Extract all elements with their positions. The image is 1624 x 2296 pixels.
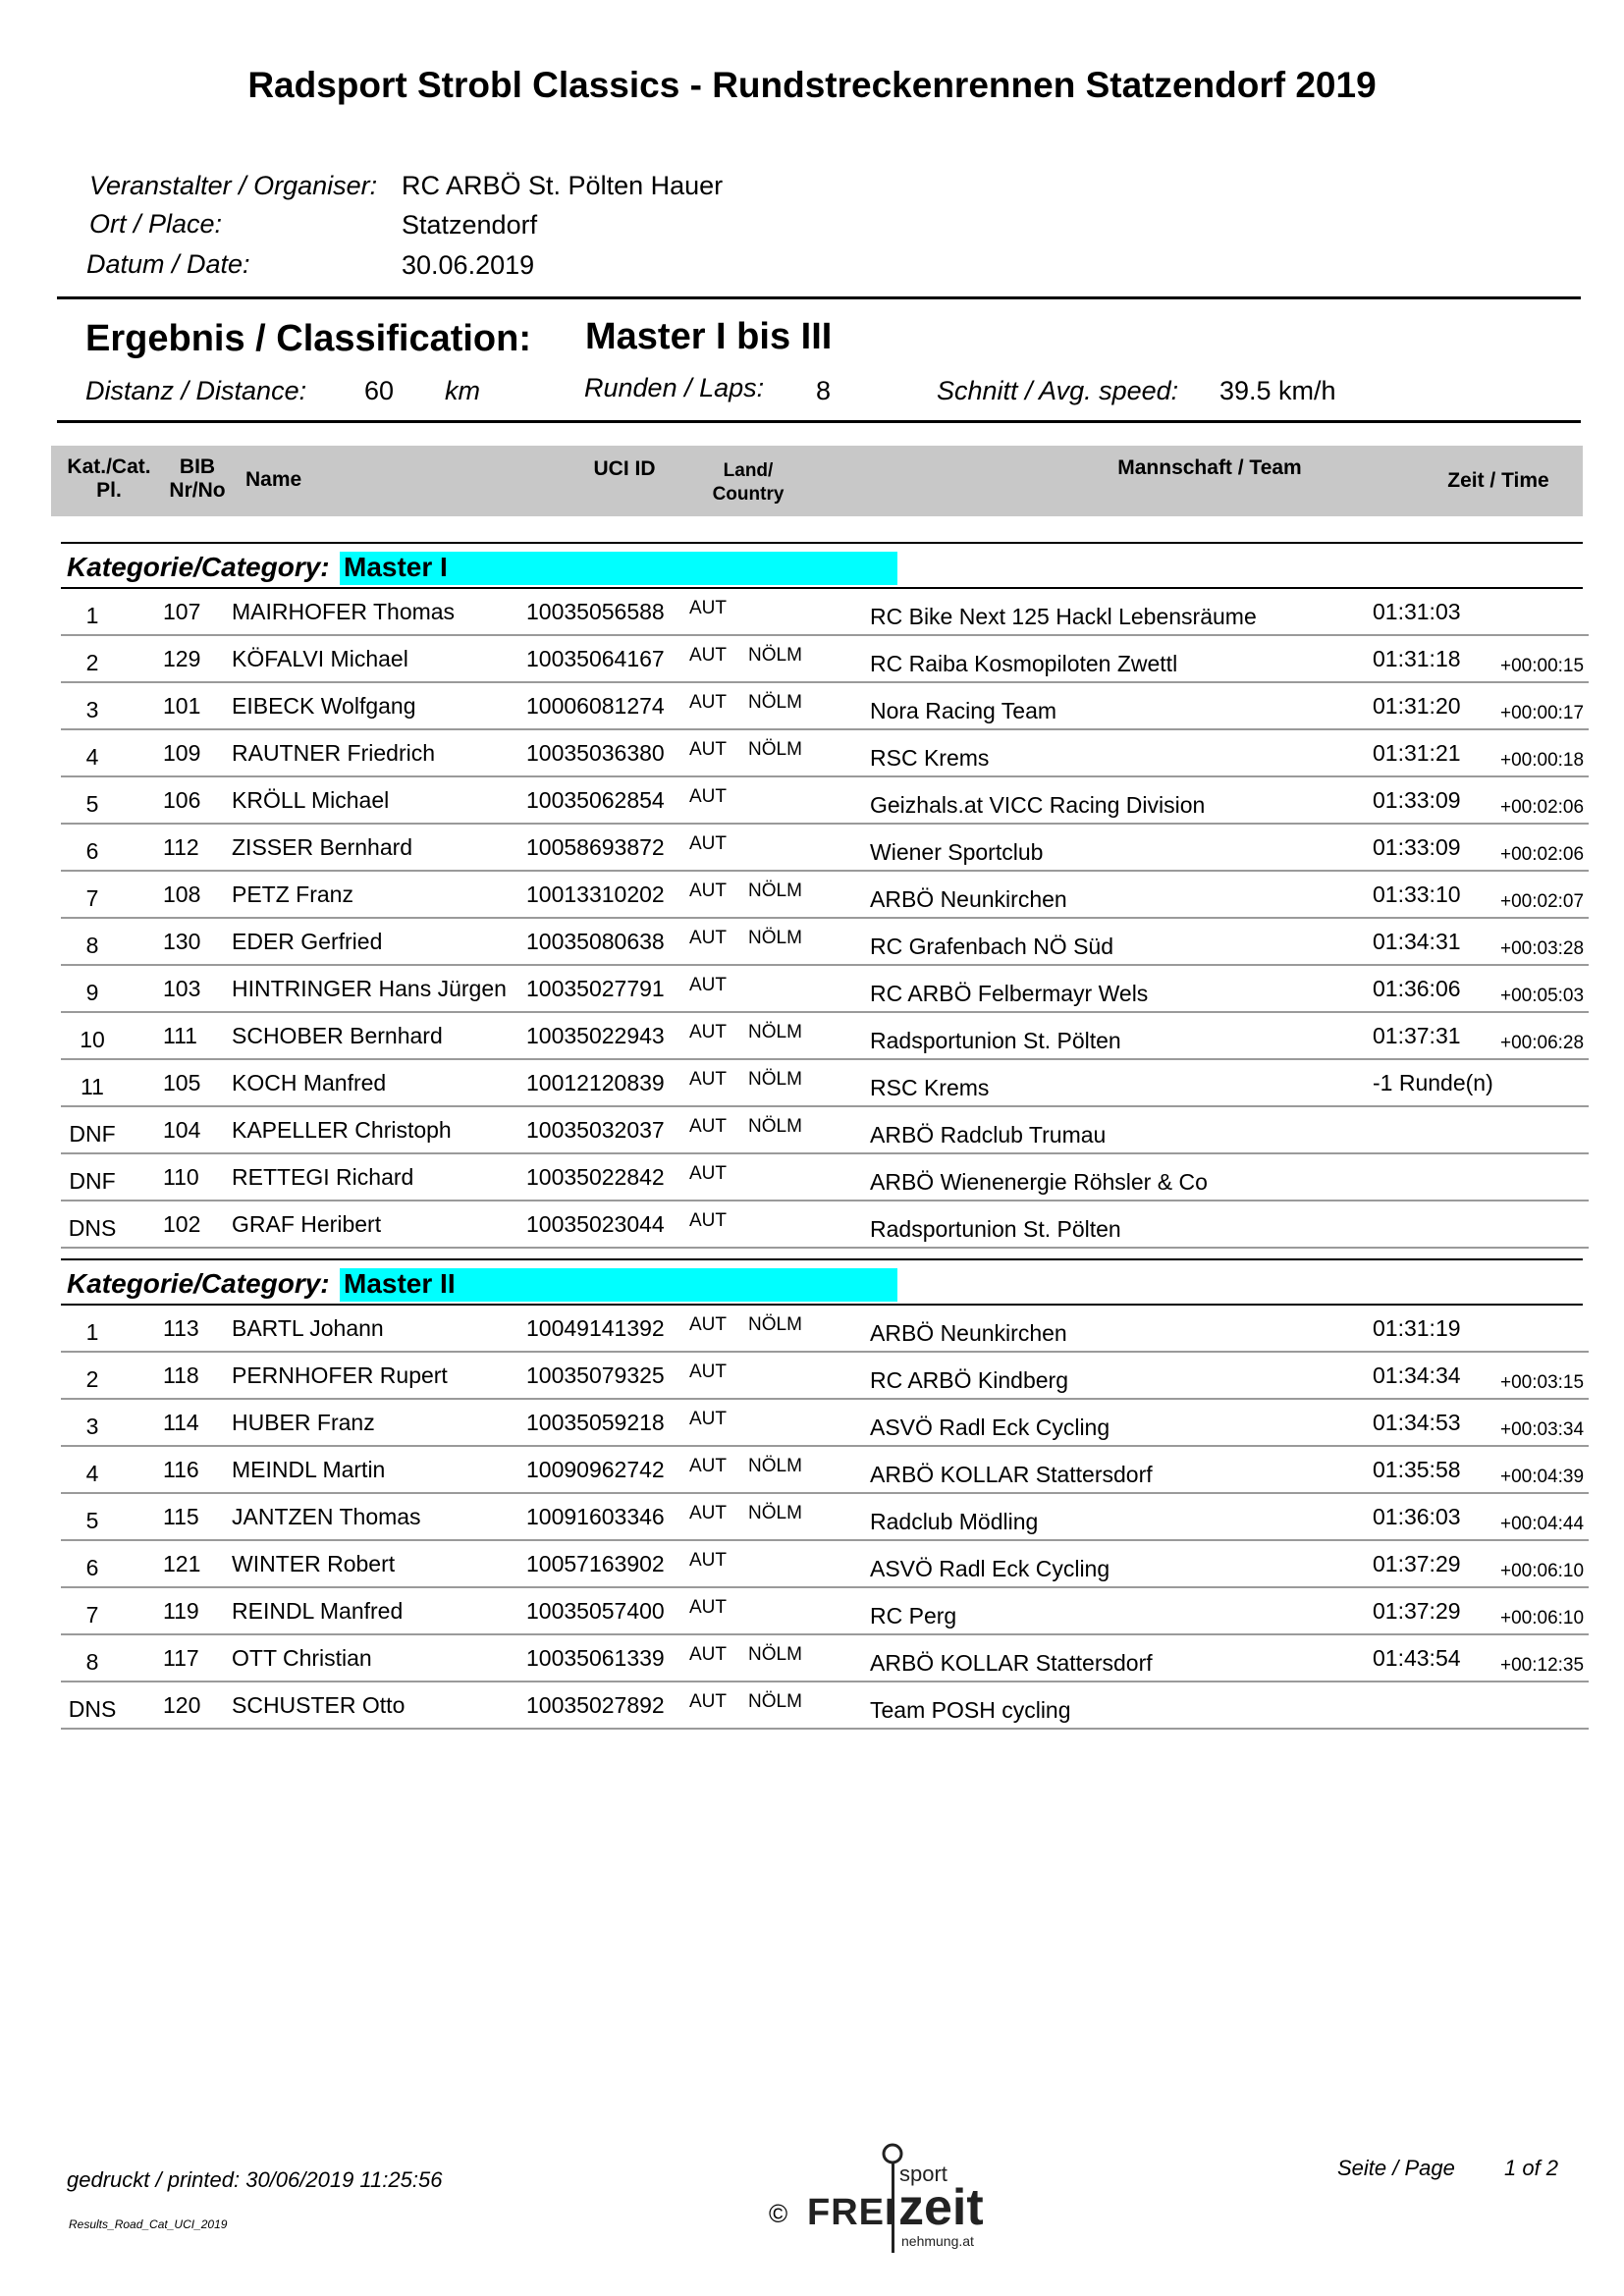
results-table-master-1 — [61, 589, 1589, 1249]
uci-id-cell: 10035062854 — [526, 787, 665, 813]
team-cell: Geizhals.at VICC Racing Division — [870, 792, 1206, 818]
place-cell: 7 — [85, 885, 99, 911]
page-number: 1 of 2 — [1504, 2156, 1559, 2180]
uci-id-cell: 10035027892 — [526, 1692, 665, 1718]
country-cell: AUT — [689, 739, 727, 760]
rider-name-cell: PERNHOFER Rupert — [232, 1362, 448, 1388]
logo-sub-text: nehmung.at — [901, 2233, 974, 2249]
uci-id-cell: 10035027791 — [526, 976, 665, 1001]
country-cell: AUT — [689, 598, 727, 618]
gap-cell: +00:00:15 — [1500, 656, 1585, 676]
country-cell: AUT — [689, 1362, 727, 1382]
uci-id-cell: 10035059218 — [526, 1410, 665, 1435]
team-cell: Radsportunion St. Pölten — [870, 1028, 1121, 1053]
template-name: Results_Road_Cat_UCI_2019 — [69, 2217, 228, 2231]
organiser-value: RC ARBÖ St. Pölten Hauer — [402, 171, 724, 200]
region-cell: NÖLM — [748, 739, 802, 760]
country-cell: AUT — [689, 975, 727, 995]
country-cell: AUT — [689, 1022, 727, 1042]
uci-id-cell: 10035079325 — [526, 1362, 665, 1388]
time-cell: 01:36:03 — [1373, 1504, 1461, 1529]
uci-id-cell: 10035061339 — [526, 1645, 665, 1671]
uci-id-cell: 10035056588 — [526, 599, 665, 624]
bib-cell: 119 — [163, 1598, 199, 1624]
time-cell: 01:31:18 — [1373, 646, 1461, 671]
uci-id-cell: 10035057400 — [526, 1598, 665, 1624]
gap-cell: +00:03:28 — [1500, 938, 1585, 959]
gap-cell: +00:00:17 — [1500, 703, 1585, 723]
bib-cell: 101 — [163, 693, 201, 719]
distance-label: Distanz / Distance: — [85, 376, 307, 405]
time-cell: -1 Runde(n) — [1373, 1070, 1493, 1095]
team-cell: Radsportunion St. Pölten — [870, 1216, 1121, 1242]
time-cell: 01:31:19 — [1373, 1315, 1461, 1341]
logo-graphic — [756, 2140, 1021, 2258]
col-country: Land/ Country — [712, 460, 785, 505]
time-cell: 01:34:53 — [1373, 1410, 1461, 1435]
team-cell: ARBÖ KOLLAR Stattersdorf — [870, 1462, 1153, 1487]
region-cell: NÖLM — [748, 1116, 802, 1137]
time-cell: 01:43:54 — [1373, 1645, 1461, 1671]
team-cell: RC Perg — [870, 1603, 957, 1629]
time-cell: 01:33:09 — [1373, 834, 1461, 860]
date-label: Datum / Date: — [86, 249, 250, 279]
bib-cell: 118 — [163, 1362, 199, 1388]
bib-cell: 104 — [163, 1117, 201, 1143]
place-cell: 9 — [85, 980, 99, 1005]
time-cell: 01:34:34 — [1373, 1362, 1461, 1388]
time-cell: 01:37:29 — [1373, 1551, 1461, 1576]
bib-cell: 115 — [163, 1504, 199, 1529]
country-cell: AUT — [689, 692, 727, 713]
time-cell: 01:31:20 — [1373, 693, 1461, 719]
rider-name-cell: REINDL Manfred — [232, 1598, 404, 1624]
bib-cell: 110 — [163, 1164, 199, 1190]
logo-frei-text: FREI — [807, 2192, 896, 2233]
rider-name-cell: GRAF Heribert — [232, 1211, 382, 1237]
rider-name-cell: WINTER Robert — [232, 1551, 396, 1576]
gap-cell: +00:02:06 — [1500, 844, 1585, 865]
time-cell: 01:35:58 — [1373, 1457, 1461, 1482]
logo-sport-text: sport — [899, 2162, 947, 2186]
col-cat-pl: Kat./Cat. Pl. — [67, 455, 151, 502]
place-cell: 10 — [80, 1027, 105, 1052]
team-cell: ASVÖ Radl Eck Cycling — [870, 1556, 1110, 1581]
country-cell: AUT — [689, 881, 727, 901]
table-row — [61, 1154, 1589, 1201]
time-cell: 01:33:09 — [1373, 787, 1461, 813]
uci-id-cell: 10058693872 — [526, 834, 665, 860]
col-time: Zeit / Time — [1447, 469, 1549, 492]
team-cell: ARBÖ KOLLAR Stattersdorf — [870, 1650, 1153, 1676]
bib-cell: 111 — [163, 1023, 197, 1048]
table-row — [61, 1013, 1589, 1060]
team-cell: RC Bike Next 125 Hackl Lebensräume — [870, 604, 1257, 629]
place-cell: 5 — [85, 1508, 99, 1533]
team-cell: ARBÖ Neunkirchen — [870, 886, 1067, 912]
header-divider — [57, 296, 1581, 299]
team-cell: RC Grafenbach NÖ Süd — [870, 934, 1114, 959]
team-cell: ARBÖ Wienenergie Röhsler & Co — [870, 1169, 1208, 1195]
rider-name-cell: MEINDL Martin — [232, 1457, 386, 1482]
place-label: Ort / Place: — [89, 209, 223, 239]
place-cell: 11 — [81, 1074, 104, 1099]
place-cell: DNS — [68, 1215, 117, 1241]
uci-id-cell: 10012120839 — [526, 1070, 665, 1095]
place-value: Statzendorf — [402, 210, 538, 240]
country-cell: AUT — [689, 1503, 727, 1523]
team-cell: RC ARBÖ Kindberg — [870, 1367, 1068, 1393]
place-cell: 8 — [85, 933, 99, 958]
bib-cell: 116 — [163, 1457, 199, 1482]
table-row — [61, 966, 1589, 1013]
team-cell: RC Raiba Kosmopiloten Zwettl — [870, 651, 1178, 676]
region-cell: NÖLM — [748, 1691, 802, 1712]
page-title: Radsport Strobl Classics - Rundstreckenrennen Statzendorf 2019 — [247, 65, 1377, 105]
bib-cell: 109 — [163, 740, 201, 766]
gap-cell: +00:02:07 — [1500, 891, 1585, 912]
bib-cell: 106 — [163, 787, 201, 813]
category-name: Master II — [344, 1268, 456, 1299]
table-row — [61, 636, 1589, 683]
team-cell: Nora Racing Team — [870, 698, 1057, 723]
table-row — [61, 730, 1589, 777]
gap-cell: +00:03:34 — [1500, 1419, 1585, 1440]
speed-label: Schnitt / Avg. speed: — [937, 376, 1179, 405]
place-cell: 1 — [85, 1319, 99, 1345]
gap-cell: +00:12:35 — [1500, 1655, 1585, 1676]
table-row — [61, 683, 1589, 730]
place-cell: 6 — [85, 1555, 99, 1580]
gap-cell: +00:02:06 — [1500, 797, 1585, 818]
rider-name-cell: HINTRINGER Hans Jürgen — [232, 976, 507, 1001]
country-cell: AUT — [689, 1597, 727, 1618]
rider-name-cell: OTT Christian — [232, 1645, 372, 1671]
classification-divider — [57, 420, 1581, 423]
uci-id-cell: 10006081274 — [526, 693, 665, 719]
table-row — [61, 1107, 1589, 1154]
copyright-symbol: © — [769, 2199, 788, 2228]
uci-id-cell: 10035064167 — [526, 646, 665, 671]
time-cell: 01:37:31 — [1373, 1023, 1461, 1048]
team-cell: Wiener Sportclub — [870, 839, 1044, 865]
bib-cell: 102 — [163, 1211, 201, 1237]
rider-name-cell: KRÖLL Michael — [232, 787, 390, 813]
rider-name-cell: EIBECK Wolfgang — [232, 693, 416, 719]
col-uci: UCI ID — [593, 457, 656, 480]
category-label: Kategorie/Category: — [67, 1268, 330, 1299]
distance-value: 60 — [364, 376, 395, 405]
time-cell: 01:31:21 — [1373, 740, 1461, 766]
bib-cell: 114 — [163, 1410, 199, 1435]
classification-label: Ergebnis / Classification: — [85, 318, 531, 359]
bib-cell: 112 — [163, 834, 199, 860]
uci-id-cell: 10035080638 — [526, 929, 665, 954]
rider-name-cell: MAIRHOFER Thomas — [232, 599, 456, 624]
rider-name-cell: SCHOBER Bernhard — [232, 1023, 443, 1048]
rider-name-cell: HUBER Franz — [232, 1410, 375, 1435]
rider-name-cell: SCHUSTER Otto — [232, 1692, 406, 1718]
col-team: Mannschaft / Team — [1117, 456, 1302, 479]
country-cell: AUT — [689, 645, 727, 666]
country-cell: AUT — [689, 1409, 727, 1429]
table-row — [61, 589, 1589, 636]
table-row — [61, 1353, 1589, 1400]
table-row — [61, 1541, 1589, 1588]
organiser-label: Veranstalter / Organiser: — [89, 171, 378, 200]
table-row — [61, 1306, 1589, 1353]
bib-cell: 121 — [163, 1551, 201, 1576]
gap-cell: +00:05:03 — [1500, 986, 1585, 1006]
country-cell: AUT — [689, 928, 727, 948]
region-cell: NÖLM — [748, 645, 802, 666]
time-cell: 01:33:10 — [1373, 881, 1461, 907]
laps-label: Runden / Laps: — [584, 373, 765, 402]
country-cell: AUT — [689, 1163, 727, 1184]
time-cell: 01:34:31 — [1373, 929, 1461, 954]
uci-id-cell: 10035022842 — [526, 1164, 665, 1190]
team-cell: Radclub Mödling — [870, 1509, 1039, 1534]
country-cell: AUT — [689, 1314, 727, 1335]
region-cell: NÖLM — [748, 1456, 802, 1476]
table-row — [61, 1447, 1589, 1494]
country-cell: AUT — [689, 833, 727, 854]
region-cell: NÖLM — [748, 928, 802, 948]
date-value: 30.06.2019 — [402, 250, 535, 280]
page-label: Seite / Page — [1337, 2156, 1455, 2180]
gap-cell: +00:00:18 — [1500, 750, 1585, 771]
results-table-master-2 — [61, 1306, 1589, 1730]
place-cell: DNF — [69, 1121, 116, 1147]
team-cell: RC ARBÖ Felbermayr Wels — [870, 981, 1149, 1006]
team-cell: ASVÖ Radl Eck Cycling — [870, 1415, 1110, 1440]
country-cell: AUT — [689, 1069, 727, 1090]
place-cell: 4 — [85, 744, 99, 770]
table-row — [61, 825, 1589, 872]
team-cell: RSC Krems — [870, 1075, 990, 1100]
region-cell: NÖLM — [748, 692, 802, 713]
distance-unit: km — [445, 376, 480, 405]
region-cell: NÖLM — [748, 1644, 802, 1665]
place-cell: 5 — [85, 791, 99, 817]
rider-name-cell: EDER Gerfried — [232, 929, 383, 954]
race-name: Master I bis III — [585, 316, 833, 357]
country-cell: AUT — [689, 1691, 727, 1712]
time-cell: 01:37:29 — [1373, 1598, 1461, 1624]
printed-timestamp: gedruckt / printed: 30/06/2019 11:25:56 — [67, 2167, 443, 2192]
category-top-rule — [61, 542, 1583, 544]
place-cell: DNF — [69, 1168, 116, 1194]
bib-cell: 107 — [163, 599, 201, 624]
uci-id-cell: 10013310202 — [526, 881, 665, 907]
team-cell: ARBÖ Neunkirchen — [870, 1320, 1067, 1346]
bib-cell: 129 — [163, 646, 201, 671]
category-label: Kategorie/Category: — [67, 552, 330, 582]
rider-name-cell: KAPELLER Christoph — [232, 1117, 452, 1143]
rider-name-cell: JANTZEN Thomas — [232, 1504, 421, 1529]
table-row — [61, 1635, 1589, 1682]
uci-id-cell: 10035022943 — [526, 1023, 665, 1048]
gap-cell: +00:06:28 — [1500, 1033, 1585, 1053]
gap-cell: +00:03:15 — [1500, 1372, 1585, 1393]
rider-name-cell: RAUTNER Friedrich — [232, 740, 436, 766]
bib-cell: 105 — [163, 1070, 201, 1095]
table-row — [61, 1060, 1589, 1107]
rider-name-cell: PETZ Franz — [232, 881, 353, 907]
place-cell: DNS — [68, 1696, 117, 1722]
table-row — [61, 1494, 1589, 1541]
place-cell: 2 — [85, 650, 99, 675]
team-cell: Team POSH cycling — [870, 1697, 1071, 1723]
rider-name-cell: BARTL Johann — [232, 1315, 384, 1341]
place-cell: 1 — [85, 603, 99, 628]
gap-cell: +00:06:10 — [1500, 1561, 1585, 1581]
gap-cell: +00:04:44 — [1500, 1514, 1585, 1534]
place-cell: 4 — [85, 1461, 99, 1486]
table-header — [51, 446, 1583, 516]
gap-cell: +00:04:39 — [1500, 1467, 1585, 1487]
uci-id-cell: 10057163902 — [526, 1551, 665, 1576]
place-cell: 3 — [85, 1414, 99, 1439]
region-cell: NÖLM — [748, 1503, 802, 1523]
bib-cell: 113 — [163, 1315, 199, 1341]
country-cell: AUT — [689, 1456, 727, 1476]
uci-id-cell: 10091603346 — [526, 1504, 665, 1529]
uci-id-cell: 10035023044 — [526, 1211, 665, 1237]
bib-cell: 103 — [163, 976, 201, 1001]
bib-cell: 108 — [163, 881, 201, 907]
rider-name-cell: KOCH Manfred — [232, 1070, 387, 1095]
category-top-rule — [61, 1258, 1583, 1260]
place-cell: 3 — [85, 697, 99, 722]
table-row — [61, 872, 1589, 919]
col-bib: BIB Nr/No — [169, 455, 226, 502]
table-row — [61, 1588, 1589, 1635]
table-row — [61, 1400, 1589, 1447]
uci-id-cell: 10035032037 — [526, 1117, 665, 1143]
bib-cell: 117 — [163, 1645, 199, 1671]
rider-name-cell: ZISSER Bernhard — [232, 834, 413, 860]
region-cell: NÖLM — [748, 1022, 802, 1042]
country-cell: AUT — [689, 1644, 727, 1665]
gap-cell: +00:06:10 — [1500, 1608, 1585, 1629]
team-cell: RSC Krems — [870, 745, 990, 771]
place-cell: 7 — [85, 1602, 99, 1628]
time-cell: 01:36:06 — [1373, 976, 1461, 1001]
category-name: Master I — [344, 552, 448, 582]
country-cell: AUT — [689, 1116, 727, 1137]
rider-name-cell: RETTEGI Richard — [232, 1164, 414, 1190]
bib-cell: 120 — [163, 1692, 201, 1718]
bib-cell: 130 — [163, 929, 201, 954]
table-row — [61, 1682, 1589, 1730]
table-row — [61, 777, 1589, 825]
uci-id-cell: 10035036380 — [526, 740, 665, 766]
col-name: Name — [245, 468, 302, 491]
time-cell: 01:31:03 — [1373, 599, 1461, 624]
logo-zeit-text: zeit — [898, 2179, 984, 2236]
place-cell: 8 — [85, 1649, 99, 1675]
country-cell: AUT — [689, 1550, 727, 1571]
speed-value: 39.5 km/h — [1219, 376, 1336, 405]
laps-value: 8 — [816, 376, 832, 405]
team-cell: ARBÖ Radclub Trumau — [870, 1122, 1107, 1148]
region-cell: NÖLM — [748, 1314, 802, 1335]
table-row — [61, 1201, 1589, 1249]
place-cell: 2 — [85, 1366, 99, 1392]
sportfreizeit-logo — [756, 2140, 1021, 2258]
table-row — [61, 919, 1589, 966]
region-cell: NÖLM — [748, 881, 802, 901]
uci-id-cell: 10049141392 — [526, 1315, 665, 1341]
country-cell: AUT — [689, 1210, 727, 1231]
place-cell: 6 — [85, 838, 99, 864]
region-cell: NÖLM — [748, 1069, 802, 1090]
country-cell: AUT — [689, 786, 727, 807]
uci-id-cell: 10090962742 — [526, 1457, 665, 1482]
rider-name-cell: KÖFALVI Michael — [232, 646, 408, 671]
